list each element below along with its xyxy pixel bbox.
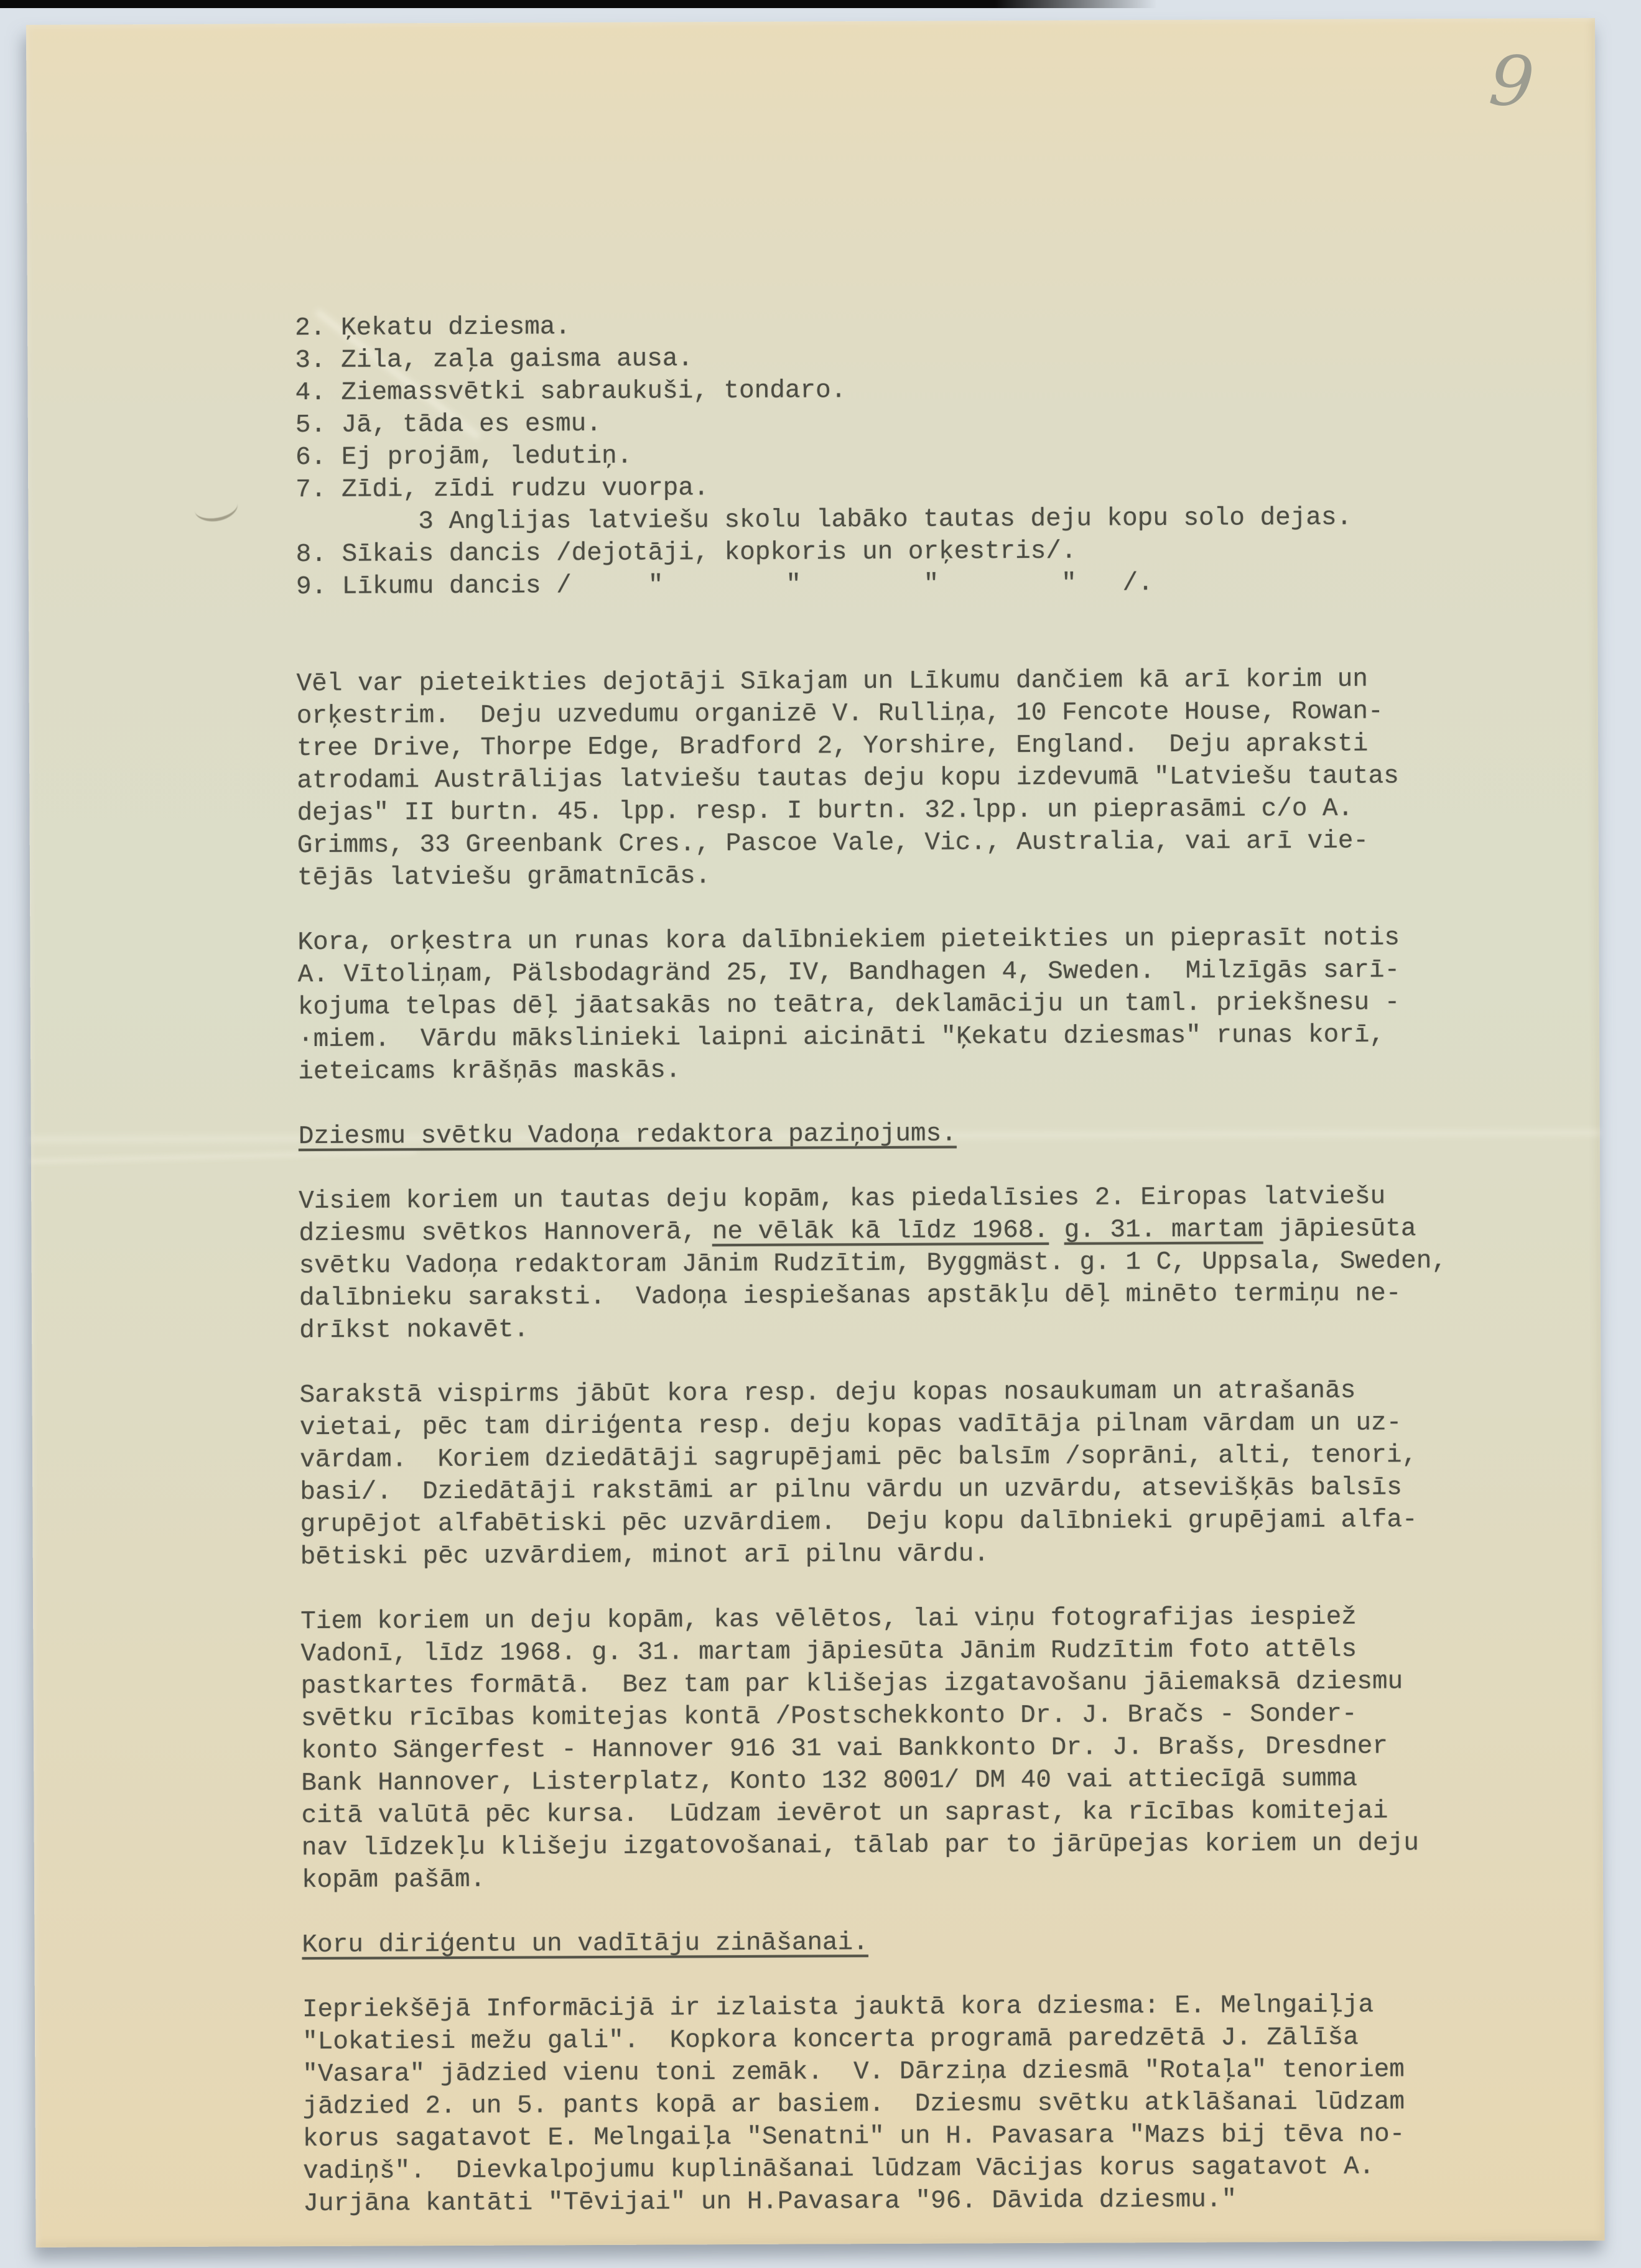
text-line: basi/. Dziedātāji rakstāmi ar pilnu vārdu un uzvārdu, atsevišķās balsīs bbox=[300, 1473, 1402, 1507]
heading-conductors-notice bbox=[302, 1924, 1450, 1961]
text-line: "Lokatiesi mežu gali". Kopkora koncerta programā paredzētā J. Zālīša bbox=[302, 2023, 1359, 2057]
text-line: 6. Ej projām, ledutiņ. bbox=[295, 442, 633, 473]
text-line: Grimms, 33 Greenbank Cres., Pascoe Vale, Vic., Australia, vai arī vie- bbox=[297, 826, 1369, 861]
paragraph-repertoire-notes bbox=[302, 1989, 1451, 2220]
text-line: ·miem. Vārdu mākslinieki laipni aicināti "Ķekatu dziesmas" runas korī, bbox=[298, 1021, 1385, 1055]
text-line: dejas" II burtn. 45. lpp. resp. I burtn. 32.lpp. un pieprasāmi c/o A. bbox=[297, 794, 1354, 828]
text-line: Jurjāna kantāti "Tēvijai" un H.Pavasara "96. Dāvida dziesmu." bbox=[303, 2185, 1237, 2219]
text-line: 9. Līkumu dancis / " " " " /. bbox=[295, 569, 1153, 602]
text-line: Bank Hannover, Listerplatz, Konto 132 8001/ DM 40 vai attiecīgā summa bbox=[301, 1764, 1358, 1798]
text-line: 2. Ķekatu dziesma. bbox=[295, 313, 571, 343]
text-line: Iepriekšējā Informācijā ir izlaista jauktā kora dziesma: E. Melngaiļja bbox=[302, 1991, 1374, 2025]
paragraph-list-format bbox=[300, 1374, 1449, 1573]
text-line: Tiem koriem un deju kopām, kas vēlētos, lai viņu fotografijas iespiež bbox=[300, 1603, 1357, 1637]
text-line: Sarakstā vispirms jābūt kora resp. deju kopas nosaukumam un atrašanās bbox=[299, 1376, 1356, 1410]
scan-edge-strip bbox=[0, 0, 1157, 8]
heading-text: Dziesmu svētku Vadoņa redaktora paziņojums. bbox=[298, 1119, 957, 1152]
text-line: tējās latviešu grāmatnīcās. bbox=[297, 862, 711, 893]
text-line: drīkst nokavēt. bbox=[299, 1315, 529, 1346]
text-line: grupējot alfabētiski pēc uzvārdiem. Deju kopu dalībnieki grupējami alfa- bbox=[300, 1506, 1418, 1540]
text-line: "Vasara" jādzied vienu toni zemāk. V. Dārziņa dziesmā "Rotaļa" tenoriem bbox=[302, 2055, 1405, 2090]
text-line: bētiski pēc uzvārdiem, minot arī pilnu vārdu. bbox=[300, 1540, 990, 1572]
text-line: vārdam. Koriem dziedātāji sagrupējami pēc balsīm /soprāni, alti, tenori, bbox=[299, 1441, 1418, 1475]
text-line: tree Drive, Thorpe Edge, Bradford 2, Yorshire, England. Deju apraksti bbox=[296, 729, 1369, 764]
text-line: citā valūtā pēc kursa. Lūdzam ievērot un saprast, ka rīcības komitejai bbox=[301, 1797, 1388, 1831]
text-line: 3. Zila, zaļa gaisma ausa. bbox=[295, 345, 694, 376]
paragraph-choir-registration bbox=[297, 922, 1446, 1088]
text-line: 4. Ziemassvētki sabraukuši, tondaro. bbox=[295, 376, 847, 408]
text-line: vietai, pēc tam diriģenta resp. deju kopas vadītāja pilnam vārdam un uz- bbox=[299, 1409, 1402, 1443]
text-line: pastkartes formātā. Bez tam par klišejas izgatavošanu jāiemaksā dziesmu bbox=[300, 1667, 1403, 1701]
heading-vadonis-editor-notice bbox=[299, 1116, 1447, 1153]
paper-sheet bbox=[26, 18, 1605, 2247]
text-line: A. Vītoliņam, Pälsbodagränd 25, IV, Bandhagen 4, Sweden. Milzīgās sarī- bbox=[297, 956, 1400, 990]
text-line: Kora, orķestra un runas kora dalībniekiem pieteikties un pieprasīt notis bbox=[297, 923, 1400, 958]
handwritten-page-number: 9 bbox=[1486, 39, 1537, 124]
text-line: korus sagatavot E. Melngaiļa "Senatni" un H. Pavasara "Mazs bij tēva no- bbox=[302, 2120, 1405, 2154]
text-line: 7. Zīdi, zīdi rudzu vuorpa. bbox=[295, 474, 709, 505]
typescript-text bbox=[295, 307, 1451, 2220]
text-line: dziesmu svētkos Hannoverā, ne vēlāk kā līdz 1968. g. 31. martam jāpiesūta bbox=[299, 1215, 1416, 1249]
text-line: vadiņš". Dievkalpojumu kuplināšanai lūdzam Vācijas korus sagatavot A. bbox=[302, 2152, 1375, 2187]
text-line: jādzied 2. un 5. pants kopā ar basiem. Dziesmu svētku atklāšanai lūdzam bbox=[302, 2088, 1405, 2122]
text-line: Visiem koriem un tautas deju kopām, kas piedalīsies 2. Eiropas latviešu bbox=[299, 1182, 1386, 1216]
text-line: Vēl var pieteikties dejotāji Sīkajam un Līkumu dančiem kā arī korim un bbox=[296, 665, 1368, 699]
text-line: svētku rīcības komitejas kontā /Postschekkonto Dr. J. Bračs - Sonder- bbox=[300, 1700, 1357, 1734]
paper-blemish bbox=[193, 498, 239, 525]
text-line: orķestrim. Deju uzvedumu organizē V. Rulliņa, 10 Fencote House, Rowan- bbox=[296, 697, 1383, 731]
text-line: dalībnieku saraksti. Vadoņa iespiešanas apstākļu dēļ minēto termiņu ne- bbox=[299, 1279, 1402, 1313]
text-line: atrodami Austrālijas latviešu tautas deju kopu izdevumā "Latviešu tautas bbox=[297, 762, 1399, 796]
text-line: ieteicams krāšņās maskās. bbox=[298, 1056, 681, 1087]
song-list bbox=[295, 307, 1444, 603]
paragraph-dance-registration bbox=[297, 663, 1446, 894]
text-line: nav līdzekļu klišeju izgatovošanai, tālab par to jārūpejas koriem un deju bbox=[301, 1829, 1419, 1863]
heading-text: Koru diriģentu un vadītāju zināšanai. bbox=[302, 1928, 868, 1960]
text-line: kojuma telpas dēļ jāatsakās no teātra, deklamāciju un taml. priekšnesu - bbox=[297, 988, 1400, 1022]
text-line: kopām pašām. bbox=[301, 1865, 486, 1895]
text-line: svētku Vadoņa redaktoram Jānim Rudzītim, Byggmäst. g. 1 C, Uppsala, Sweden, bbox=[299, 1247, 1448, 1281]
paragraph-photos-payment bbox=[300, 1601, 1449, 1897]
text-line: 8. Sīkais dancis /dejotāji, kopkoris un orķestris/. bbox=[295, 537, 1077, 570]
text-line: 5. Jā, tāda es esmu. bbox=[295, 409, 602, 440]
text-line: Vadonī, līdz 1968. g. 31. martam jāpiesūta Jānim Rudzītim foto attēls bbox=[300, 1635, 1357, 1669]
paragraph-participant-lists-deadline bbox=[299, 1180, 1447, 1347]
text-line: 3 Anglijas latviešu skolu labāko tautas deju kopu solo dejas. bbox=[295, 503, 1352, 537]
text-line: konto Sängerfest - Hannover 916 31 vai Bankkonto Dr. J. Brašs, Dresdner bbox=[301, 1732, 1388, 1766]
